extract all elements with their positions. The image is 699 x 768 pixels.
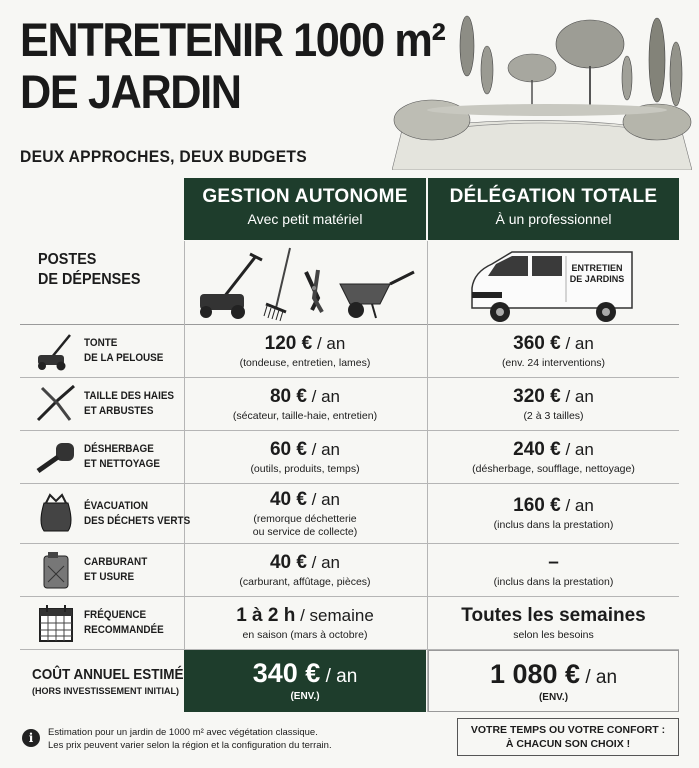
garden-illustration <box>392 10 692 170</box>
total-row <box>20 650 679 712</box>
table-row <box>20 597 679 650</box>
table-row <box>20 544 679 597</box>
pruning-shears-icon <box>306 270 322 312</box>
title-line-1: ENTRETENIR 1000 m² <box>20 13 445 66</box>
delegation-cell: – (inclus dans la prestation) <box>493 551 614 588</box>
van-lettering-line-1: ENTRETIEN <box>571 263 623 273</box>
garden-tools-illustration <box>194 242 418 326</box>
table-row <box>20 378 679 431</box>
expenses-heading-line-2: DE DÉPENSES <box>38 271 141 288</box>
slogan-box: VOTRE TEMPS OU VOTRE CONFORT : À CHACUN SON CHOIX ! <box>457 718 679 756</box>
title-line-2: DE JARDIN <box>20 65 241 118</box>
expenses-rows <box>20 324 679 712</box>
delegation-cell: 320 € / an (2 à 3 tailles) <box>513 385 594 422</box>
autonomous-cell: 120 € / an (tondeuse, entretien, lames) <box>239 332 371 369</box>
footer-note <box>22 726 332 752</box>
column-title: DÉLÉGATION TOTALE <box>449 186 658 207</box>
row-label: DÉSHERBAGE ET NETTOYAGE <box>84 443 160 470</box>
column-subtitle: Avec petit matériel <box>247 211 363 227</box>
row-label: CARBURANT ET USURE <box>84 556 148 583</box>
autonomous-cell: 80 € / an (sécateur, taille-haie, entretien) <box>232 385 378 422</box>
calendar-icon <box>34 603 78 643</box>
column-header-delegation <box>428 178 679 240</box>
page-subtitle: DEUX APPROCHES, DEUX BUDGETS <box>20 147 307 166</box>
total-label: COÛT ANNUEL ESTIMÉ (HORS INVESTISSEMENT INITIAL) <box>32 666 184 696</box>
van-lettering-line-2: DE JARDINS <box>569 274 625 284</box>
green-waste-bag-icon <box>34 493 78 533</box>
expenses-heading-line-1: POSTES <box>38 251 97 268</box>
lawnmower-icon <box>200 254 262 319</box>
wheelbarrow-icon <box>340 272 414 318</box>
footer-text: Estimation pour un jardin de 1000 m² avec végétation classique. Les prix peuvent varier selon la région et la configuration du terrain. <box>48 727 332 751</box>
delegation-cell: Toutes les semaines selon les besoins <box>461 604 646 641</box>
lawnmower-icon <box>34 331 78 371</box>
row-label: ÉVACUATION DES DÉCHETS VERTS <box>84 499 191 527</box>
table-row <box>20 431 679 484</box>
shears-icon <box>34 384 78 424</box>
row-label: FRÉQUENCE RECOMMANDÉE <box>84 609 164 636</box>
expenses-heading <box>38 250 140 290</box>
table-row <box>20 325 679 378</box>
delegation-cell: 240 € / an (désherbage, soufflage, nettoyage) <box>472 438 635 475</box>
table-row <box>20 484 679 544</box>
autonomous-cell: 40 € / an (remorque déchetterie ou service de collecte) <box>252 488 358 538</box>
row-label: TAILLE DES HAIES ET ARBUSTES <box>84 390 175 417</box>
autonomous-cell: 40 € / an (carburant, affûtage, pièces) <box>239 551 371 588</box>
delegation-cell: 360 € / an (env. 24 interventions) <box>501 332 606 369</box>
column-header-autonomous <box>184 178 426 240</box>
row-label: TONTE DE LA PELOUSE <box>84 337 164 364</box>
delegation-cell: 160 € / an (inclus dans la prestation) <box>493 495 614 531</box>
page-title <box>20 14 444 118</box>
van-lettering <box>567 263 627 285</box>
autonomous-cell: 60 € / an (outils, produits, temps) <box>250 438 360 475</box>
delegation-total: 1 080 € / an (ENV.) <box>428 650 679 712</box>
jerrycan-icon <box>34 550 78 590</box>
column-subtitle: À un professionnel <box>495 211 612 227</box>
column-title: GESTION AUTONOME <box>202 186 408 207</box>
autonomous-total: 340 € / an (ENV.) <box>184 650 426 712</box>
autonomous-cell: 1 à 2 h / semaine en saison (mars à octobre) <box>236 604 374 641</box>
info-icon: i <box>22 729 40 747</box>
rake-icon <box>264 248 290 321</box>
leaf-blower-icon <box>34 437 78 477</box>
